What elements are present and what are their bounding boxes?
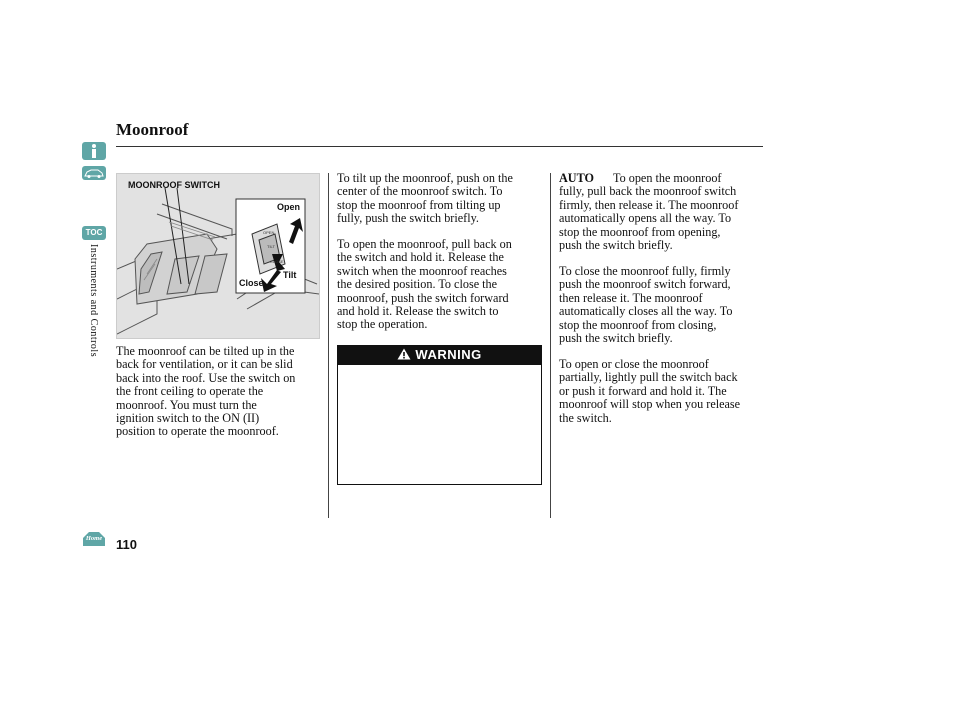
column-divider-2 bbox=[550, 173, 551, 518]
intro-paragraph: The moonroof can be tilted up in the back for ventilation, or it can be slid back into the roof. Use the switch on the front ceiling to operate the moonroof. You must turn the ignition switch to the ON (II) position to operate the moonroof. bbox=[116, 344, 296, 439]
warning-icon bbox=[397, 348, 411, 360]
car-icon bbox=[82, 166, 106, 180]
figure-title: MOONROOF SWITCH bbox=[128, 180, 220, 190]
open-close-paragraph: To open the moonroof, pull back on the switch and hold it. Release the switch when the moonroof reaches the desired position. To close the moonroof, push the switch forward and hold it. Release the switch to stop the operation. bbox=[337, 237, 512, 332]
open-label: Open bbox=[277, 202, 301, 212]
switch-mark-tilt: TILT bbox=[267, 244, 275, 249]
auto-label: AUTO bbox=[559, 171, 594, 185]
tilt-label: Tilt bbox=[283, 270, 297, 280]
partial-paragraph: To open or close the moonroof partially, lightly pull the switch back or push it forward and hold it. The moonroof will stop when you release the switch. bbox=[559, 357, 741, 425]
info-icon bbox=[82, 142, 106, 160]
home-label: Home bbox=[85, 535, 103, 542]
column-divider-1 bbox=[328, 173, 329, 518]
switch-mark-open: OPEN bbox=[263, 230, 275, 235]
close-label: Close bbox=[239, 278, 264, 288]
info-button[interactable] bbox=[82, 142, 106, 160]
warning-header bbox=[338, 345, 541, 365]
warning-box bbox=[337, 345, 542, 485]
vehicle-button[interactable] bbox=[82, 166, 106, 180]
home-button[interactable] bbox=[81, 531, 107, 547]
moonroof-switch-figure bbox=[116, 173, 320, 339]
tilt-paragraph: To tilt up the moonroof, push on the center of the moonroof switch. To stop the moonroof from tilting up fully, push the switch briefly. bbox=[337, 171, 513, 226]
title-rule bbox=[116, 146, 763, 147]
overhead-console-illustration bbox=[117, 174, 319, 338]
auto-close-paragraph: To close the moonroof fully, firmly push the moonroof switch forward, then release it. The moonroof automatically closes all the way. To stop the moonroof from closing, push the switch briefly. bbox=[559, 264, 733, 346]
warning-label: WARNING bbox=[415, 347, 482, 362]
switch-mark-close: CLOSE bbox=[270, 259, 284, 264]
page-number: 110 bbox=[116, 537, 137, 552]
page-title: Moonroof bbox=[116, 120, 189, 139]
section-label: Instruments and Controls bbox=[88, 244, 99, 358]
auto-paragraph: AUTO To open the moonroof fully, pull back the moonroof switch firmly, then release it. The moonroof automatically opens all the way. To stop the moonroof from opening, push the switch briefly. bbox=[559, 171, 739, 253]
toc-button[interactable]: TOC bbox=[82, 226, 106, 240]
